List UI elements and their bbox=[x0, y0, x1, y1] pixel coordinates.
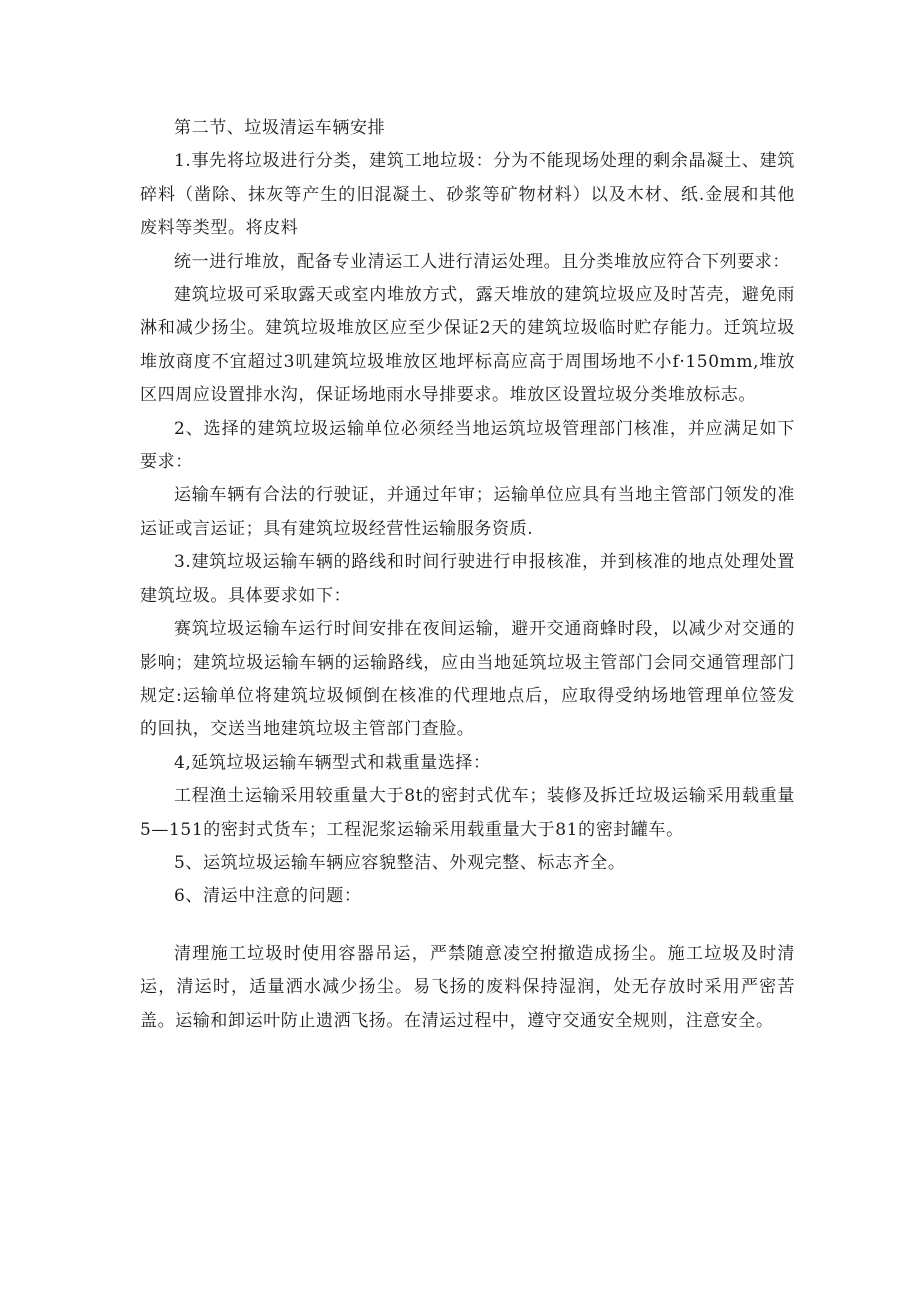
paragraph-route-approval: 3.建筑垃圾运输车辆的路线和时间行驶进行申报核准，并到核准的地点处理处置建筑垃圾。具体要求如下： bbox=[140, 552, 795, 606]
paragraph-vehicle-license: 运输车辆有合法的行驶证，并通过年审；运输单位应具有当地主管部门领发的准运证或言运证；具有建筑垃圾经营性运输服务资质. bbox=[140, 485, 795, 539]
paragraph-transport-unit: 2、选择的建筑垃圾运输单位必须经当地运筑垃圾管理部门核准，并应满足如下要求： bbox=[140, 418, 795, 473]
paragraph-vehicle-capacity: 工程渔土运输采用较重量大于8t的密封式优车；装修及拆迁垃圾运输采用载重量5—151的密封式货车；工程泥浆运输采用载重量大于81的密封罐车。 bbox=[140, 786, 795, 840]
paragraph-unified-stacking: 统一进行堆放，配备专业清运工人进行清运处理。且分类堆放应符合下列要求： bbox=[174, 251, 790, 272]
paragraph-stacking-requirements: 建筑垃圾可采取露天或室内堆放方式，露天堆放的建筑垃圾应及时苫壳，避免雨淋和减少扬尘。建筑垃圾堆放区应至少保证2天的建筑垃圾临时贮存能力。迁筑垃圾堆放商度不宜超过3叽建筑垃圾堆放区地坪标高应高于周围场地不小f·150mm,堆放区四周应设置排水沟，保证场地雨水导排要求。堆放区设置垃圾分类堆放标志。 bbox=[140, 285, 795, 406]
paragraph-issues-heading: 6、清运中注意的问题： bbox=[174, 886, 362, 907]
paragraph-vehicle-appearance: 5、运筑垃圾运输车辆应容貌整洁、外观完整、标志齐全。 bbox=[174, 852, 626, 873]
paragraph-route-requirements: 赛筑垃圾运输车运行时间安排在夜间运输，避开交通商蜂时段，以减少对交通的影响；建筑垃圾运输车辆的运输路线，应由当地延筑垃圾主管部门会同交通管理部门规定:运输单位将建筑垃圾倾倒在核准的代理地点后，应取得受纳场地管理单位签发的回执，交送当地建筑垃圾主管部门查脸。 bbox=[140, 619, 795, 740]
paragraph-cleaning-notes: 清理施工垃圾时使用容器吊运，严禁随意凌空拊撤造成扬尘。施工垃圾及时清运，清运时，适量洒水减少扬尘。易飞扬的废料保持湿润，处无存放时采用严密苦盖。运输和卸运叶防止遗洒飞扬。在清运过程中，遵守交通安全规则，注意安全。 bbox=[140, 943, 795, 1031]
paragraph-vehicle-type: 4,延筑垃圾运输车辆型式和栽重量选择： bbox=[174, 752, 491, 773]
paragraph-sorting: 1.事先将垃圾进行分类，建筑工地垃圾：分为不能现场处理的剩余晶凝土、建筑碎料（凿除、抹灰等产生的旧混凝土、砂浆等矿物材料）以及木材、纸.金展和其他废料等类型。将皮料 bbox=[140, 151, 795, 239]
section-title: 第二节、垃圾清运车辆安排 bbox=[174, 118, 386, 138]
document-body bbox=[140, 112, 795, 1038]
